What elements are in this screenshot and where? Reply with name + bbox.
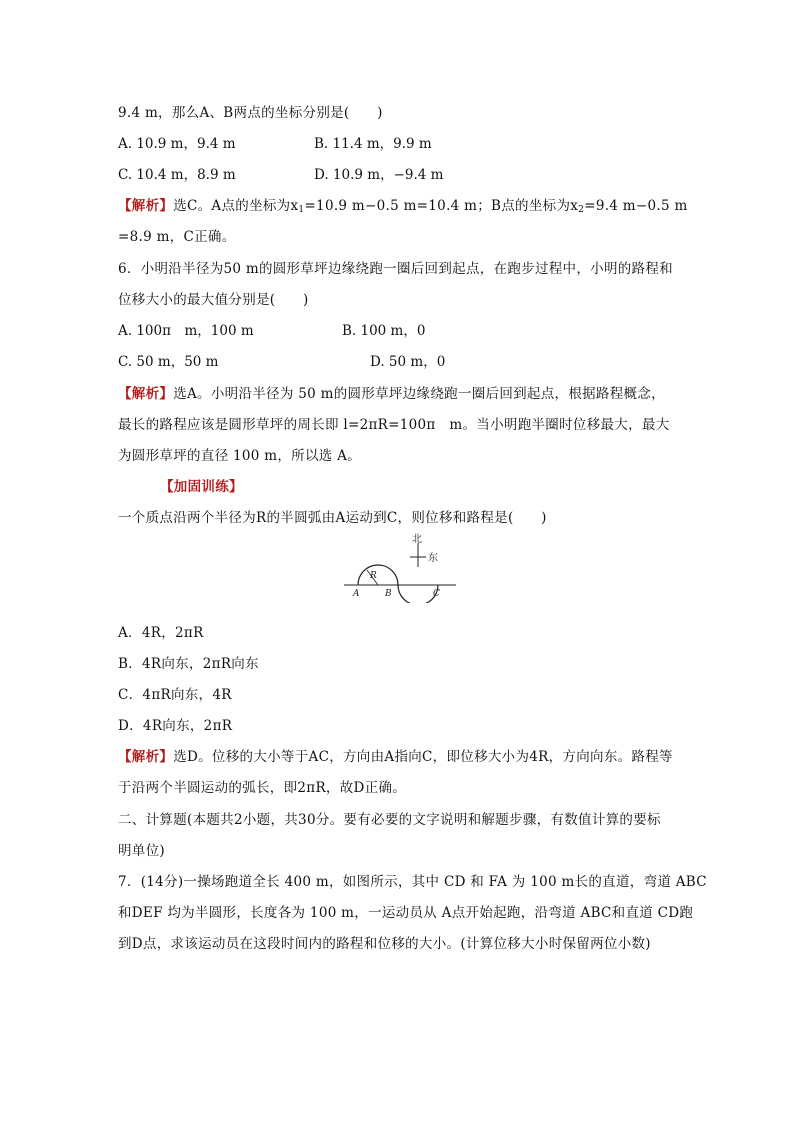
q6-stem-line-2: 位移大小的最大值分别是( ) [118,292,309,308]
q6-analysis-line-1 [118,385,665,403]
q5-stem: 9.4 m，那么A、B两点的坐标分别是( ) [118,105,383,121]
q5-option-c: C. 10.4 m，8.9 m [118,167,236,183]
reinforcement-option-a: A．4R，2πR [118,625,204,641]
point-c-label: C [433,589,440,599]
reinforcement-option-d: D．4R向东，2πR [118,718,233,734]
q6-analysis-line-3: 为圆形草坪的直径 100 m，所以选 A。 [118,448,361,464]
q5-option-b: B. 11.4 m，9.9 m [314,136,432,152]
q6-option-b: B. 100 m，0 [342,323,426,339]
q5-analysis-text-b: =10.9 m−0.5 m=10.4 m；B点的坐标为x [304,198,579,214]
analysis-tag: 【解析】 [118,198,174,214]
subscript-2: 2 [578,205,585,215]
east-label: 东 [428,553,438,564]
q6-stem-line-1: 6．小明沿半径为50 m的圆形草坪边缘绕跑一圈后回到起点，在跑步过程中，小明的路程和 [118,261,673,277]
semicircle-path-figure [340,533,460,603]
analysis-tag: 【解析】 [118,749,174,765]
upper-semicircle-arc [358,565,398,585]
q5-analysis-text-c: =9.4 m−0.5 m [584,198,688,214]
q5-option-d: D. 10.9 m，−9.4 m [314,167,444,183]
point-a-label: A [353,589,360,599]
reinforcement-option-b: B．4R向东，2πR向东 [118,656,259,672]
section-2-heading-line-2: 明单位) [118,843,165,859]
reinforcement-analysis-text: 选D。位移的大小等于AC，方向由A指向C，即位移大小为4R，方向向东。路程等 [173,749,673,765]
q6-option-c: C. 50 m，50 m [118,354,219,370]
reinforcement-analysis-line-2: 于沿两个半圆运动的弧长，即2πR，故D正确。 [118,780,407,796]
reinforcement-stem: 一个质点沿两个半径为R的半圆弧由A运动到C，则位移和路程是( ) [118,510,547,526]
q6-option-d: D. 50 m，0 [370,354,446,370]
reinforcement-option-c: C．4πR向东，4R [118,687,232,703]
q5-analysis-line-1 [118,197,688,219]
lower-semicircle-arc [398,585,438,603]
q7-line-3: 到D点，求该运动员在这段时间内的路程和位移的大小。(计算位移大小时保留两位小数) [118,936,651,952]
q6-analysis-line-2: 最长的路程应该是圆形草坪的周长即 l=2πR=100π m。当小明跑半圈时位移最大，最大 [118,417,670,433]
q6-analysis-text: 选A。小明沿半径为 50 m的圆形草坪边缘绕跑一圈后回到起点，根据路程概念， [173,386,665,402]
q5-analysis-line-2: =8.9 m，C正确。 [118,229,236,245]
subscript-1: 1 [298,205,305,215]
reinforcement-analysis-line-1 [118,748,673,766]
q5-analysis-text-a: 选C。A点的坐标为x [173,198,299,214]
north-label: 北 [412,534,422,545]
q5-option-a: A. 10.9 m，9.4 m [118,136,236,152]
section-2-heading-line-1: 二、计算题(本题共2小题，共30分。要有必要的文字说明和解题步骤，有数值计算的要标 [118,812,661,828]
q7-line-1: 7．(14分)一操场跑道全长 400 m，如图所示，其中 CD 和 FA 为 100 m长的直道，弯道 ABC [118,874,707,890]
point-b-label: B [385,589,392,599]
q7-line-2: 和DEF 均为半圆形，长度各为 100 m，一运动员从 A点开始起跑，沿弯道 ABC和直道 CD跑 [118,905,694,921]
analysis-tag: 【解析】 [118,386,174,402]
reinforcement-heading: 【加固训练】 [160,479,243,495]
radius-label: R [370,571,377,581]
q6-option-a: A. 100π m，100 m [118,323,254,339]
